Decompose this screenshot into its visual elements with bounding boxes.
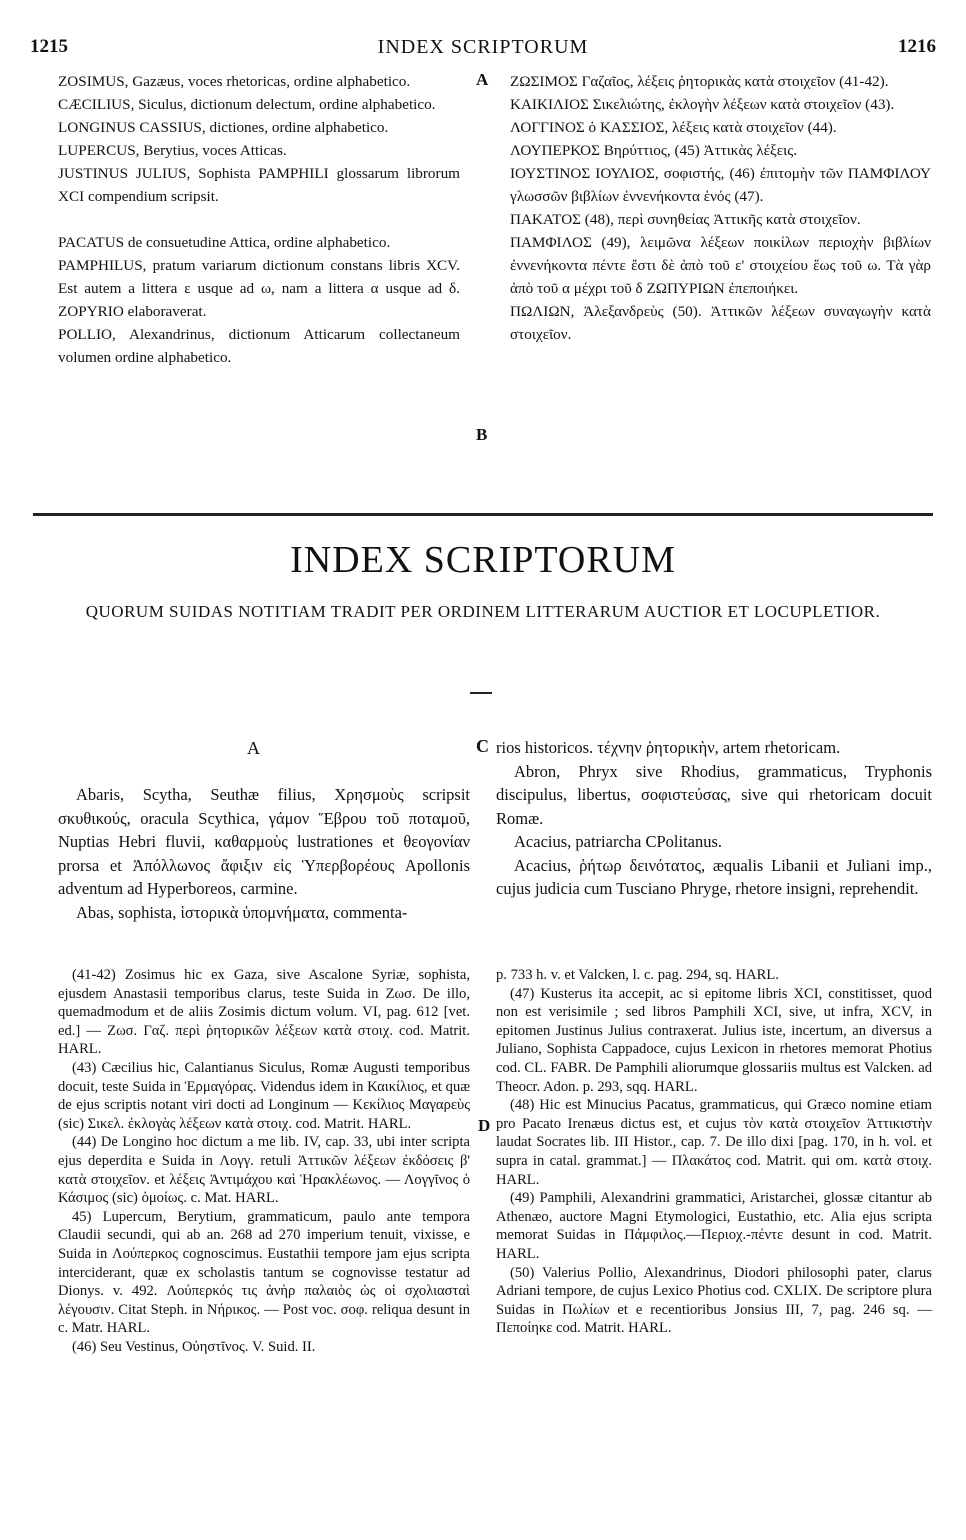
entry-zosimus: ZOSIMUS, Gazæus, voces rhetoricas, ordine alphabetico. — [58, 73, 411, 90]
section-title: INDEX SCRIPTORUM — [290, 539, 676, 581]
entry-acacius-2: Acacius, ῥήτωρ δεινότατος, æqualis Libanii et Juliani imp., cujus judicia cum Tusciano Phryge, rhetore insigni, reprehendit. — [496, 855, 932, 898]
note-43: (43) Cæcilius hic, Calantianus Siculus, Romæ Augusti temporibus docuit, teste Suida in Ἑρμαγόρας. Videndus idem in Καικίλιος, et quæ de ejus scriptis notant viri docti ad Longinum — Κεκίλιος Μαγαρεὺς (sic) Σικελ. ἐκλογὰς λέξεων κατὰ στοιχ. cod. Matrit. HARL. — [58, 1059, 470, 1132]
note-50: (50) Valerius Pollio, Alexandrinus, Diodori philosophi pater, clarus Adriani tempore, de cujus Lexico Photius cod. CXLIX. De scriptore plura Suidas in Πωλίων et e recentioribus Jonsius III, 7, pag. 246 sq. — Πεποίηκε cod. Matrit. HARL. — [496, 1264, 932, 1337]
top-left-column — [58, 70, 460, 369]
entry-kaikilios-greek: ΚΑΙΚΙΛΙΟΣ Σικελιώτης, ἐκλογὴν λέξεων κατὰ στοιχεῖον (43). — [510, 96, 895, 113]
notes-right-column — [496, 966, 932, 1338]
page-header — [30, 36, 936, 62]
entry-pacatus: PACATUS de consuetudine Attica, ordine alphabetico. — [58, 234, 391, 251]
entry-lupercus: LUPERCUS, Berytius, voces Atticas. — [58, 142, 287, 159]
spacer — [58, 208, 460, 231]
notes-left-column — [58, 966, 470, 1356]
entry-acacius-1: Acacius, patriarcha CPolitanus. — [514, 832, 723, 851]
body-right-column — [496, 736, 932, 901]
entry-pamphilos-greek: ΠΑΜΦΙΛΟΣ (49), λειμῶνα λέξεων ποικίλων περιοχὴν βιβλίων ἐννενήκοντα πέντε ἔστι δὲ ἀπὸ τοῦ ε' στοιχείου ἕως τοῦ ω. Τὰ γὰρ ἀπὸ τοῦ α μέχρι τοῦ δ ΖΩΠΥΡΙΩΝ ἐπεποιήκει. — [510, 234, 931, 297]
entry-pollio: POLLIO, Alexandrinus, dictionum Atticarum collectaneum volumen ordine alphabetico. — [58, 326, 460, 366]
page-number-right: 1216 — [898, 36, 936, 57]
entry-abron: Abron, Phryx sive Rhodius, grammaticus, Tryphonis discipulus, libertus, σοφιστεύσας, sive qui rhetoricam docuit Romæ. — [496, 761, 932, 828]
note-46: (46) Seu Vestinus, Οὐηστῖνος. V. Suid. II. — [72, 1338, 316, 1355]
entry-pakatos-greek: ΠΑΚΑΤΟΣ (48), περὶ συνηθείας Ἀττικῆς κατὰ στοιχεῖον. — [510, 211, 861, 228]
short-dash — [470, 692, 492, 694]
note-48: (48) Hic est Minucius Pacatus, grammaticus, qui Græco nomine etiam pro Pacato Irenæus dictus est, et cujus τὸν κατὰ στοιχεῖον Ἀττικιστὴν laudat Socrates lib. III Histor., cap. 7. De illo dixi [pag. 170, in h. vol. et supra in catal. grammat.] — Πλακάτος cod. Matrit. qui om. κατὰ στοιχ. HARL. — [496, 1097, 932, 1188]
entry-zosimos-greek: ΖΩΣΙΜΟΣ Γαζαῖος, λέξεις ῥητορικὰς κατὰ στοιχεῖον (41-42). — [510, 73, 889, 90]
margin-letter-b: B — [476, 425, 488, 444]
entry-justinus: JUSTINUS JULIUS, Sophista PAMPHILI glossarum librorum XCI compendium scripsit. — [58, 165, 460, 205]
entry-caecilius: CÆCILIUS, Siculus, dictionum delectum, ordine alphabetico. — [58, 96, 436, 113]
entry-pamphilus: PAMPHILUS, pratum variarum dictionum constans libris XCV. Est autem a littera ε usque ad ω, nam a littera α usque ad δ. ZOPYRIO elaboraverat. — [58, 257, 460, 320]
entry-abas: Abas, sophista, ἱστορικὰ ὑπομνήματα, commenta- — [76, 902, 408, 922]
note-49: (49) Pamphili, Alexandrini grammatici, Aristarchei, glossæ citantur ab Athenæo, auctore Magni Etymologici, Eustathio, etc. Alia ejus scripta memorat Suidas in Πάμφιλος.—Περιοχ.-πέντε desunt in cod. Matrit. HARL. — [496, 1190, 932, 1262]
letter-heading: A — [247, 738, 260, 758]
section-subtitle: QUORUM SUIDAS NOTITIAM TRADIT PER ORDINEM LITTERARUM AUCTIOR ET LOCUPLETIOR. — [85, 602, 881, 621]
note-47: (47) Kusterus ita accepit, ac si epitome libris XCI, constitisset, quod non est verisimile ; sed libros Pamphili XCI, sive, ut infra, XCV, in epitomen Justinus Julius contraxerat. Julius iste, incertum, an diversus a Juliano, Sophista Cappadoce, cujus Lexicon in rhetores memorat Photius cod. CL. FABR. De Pamphili aliorumque glossariis multus est Valcken. ad Theocr. Adon. p. 293, sqq. HARL. — [496, 985, 932, 1095]
entry-abas-cont: rios historicos. τέχνην ῥητορικὴν, artem rhetoricam. — [496, 738, 841, 757]
entry-longinos-greek: ΛΟΓΓΙΝΟΣ ὁ ΚΑΣΣΙΟΣ, λέξεις κατὰ στοιχεῖον (44). — [510, 119, 837, 136]
top-right-column — [510, 70, 931, 346]
margin-letter-c: C — [476, 736, 489, 756]
margin-letter-d: D — [478, 1116, 491, 1135]
note-41-42: (41-42) Zosimus hic ex Gaza, sive Ascalone Syriæ, sophista, ejusdem Anastasii temporibus clarus, teste Suida in Ζωσ. De illo, quemadmodum et de aliis Zosimis dictum volum. VI, pag. 612 [vet. ed.] — Ζωσ. Γαζ. περὶ ῥητορικῶν λέξεων κατὰ στοιχ. cod. Matrit. HARL. — [58, 967, 470, 1058]
note-44: (44) De Longino hoc dictum a me lib. IV, cap. 33, ubi inter scripta ejus deperdita e Suida in Λογγ. retuli Ἀττικῶν λέξεων ἐκδόσεις β' κατὰ στοιχεῖον. et λέξεις Ἀντιμάχου καὶ Ἡρακλέωνος. — Λογγῖνος ὁ Κάσιμος (sic) ὁμοίως. c. Mat. HARL. — [58, 1134, 470, 1207]
running-title: INDEX SCRIPTORUM — [377, 36, 589, 58]
entry-loupercos-greek: ΛΟΥΠΕΡΚΟΣ Βηρύττιος, (45) Ἀττικὰς λέξεις. — [510, 142, 798, 159]
note-46-cont: p. 733 h. v. et Valcken, l. c. pag. 294, sq. HARL. — [496, 967, 779, 983]
body-left-column — [58, 783, 470, 924]
entry-longinus: LONGINUS CASSIUS, dictiones, ordine alphabetico. — [58, 119, 389, 136]
margin-letter-a: A — [476, 70, 489, 89]
entry-polion-greek: ΠΩΛΙΩΝ, Ἀλεξανδρεὺς (50). Ἀττικῶν λέξεων συναγωγὴν κατὰ στοιχεῖον. — [510, 303, 931, 343]
note-45: 45) Lupercum, Berytium, grammaticum, paulo ante tempora Claudii secundi, qui ab an. 268 ad 270 imperium tenuit, vixisse, e Suida in Λούπερκος cognoscimus. Eustathii tempore jam ejus scripta interciderant, quæ ex scholastis tantum se cognovisse testatur ad Dionys. v. 492. Λούπερκός τις ἀνὴρ παλαιὸς ὡς οἱ σχολιασταὶ λέγουσιν. Citat Steph. in Νήρικος. — Post voc. σοφ. reliqua desunt in c. Matr. HARL. — [58, 1208, 470, 1337]
page-number-left: 1215 — [30, 36, 68, 57]
section-divider — [33, 513, 933, 516]
entry-abaris: Abaris, Scytha, Seuthæ filius, Χρησμοὺς scripsit σκυθικούς, oracula Scythica, γάμον Ἕβρου τοῦ ποταμοῦ, Nuptias Hebri fluvii, καθαρμοὺς lustrationes et θεογονίαν prorsa et Ἀπόλλωνος ἄφιξιν εἰς Ὑπερβορέους Apollonis adventum ad Hyperboreos, carmine. — [58, 785, 470, 898]
entry-ioustinos-greek: ΙΟΥΣΤΙΝΟΣ ΙΟΥΛΙΟΣ, σοφιστής, (46) ἐπιτομὴν τῶν ΠΑΜΦΙΛΟΥ γλωσσῶν βιβλίων ἐννενήκοντα ἑνός (47). — [510, 165, 931, 205]
